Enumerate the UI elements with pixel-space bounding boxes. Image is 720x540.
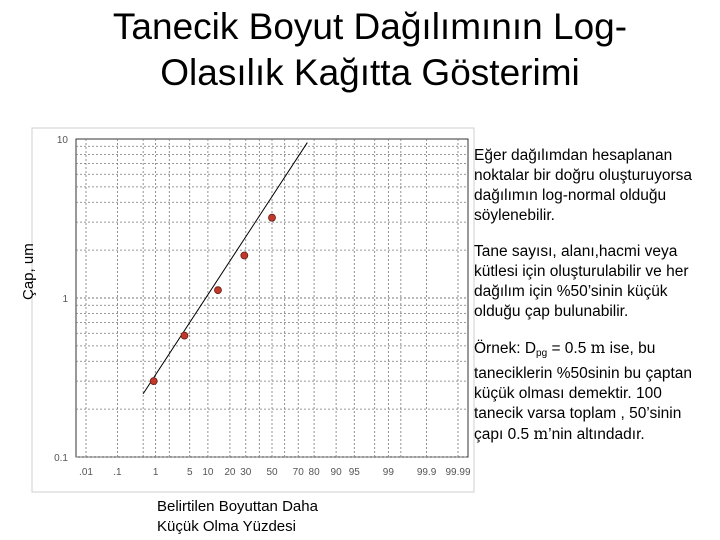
x-tick-label: 70 bbox=[292, 467, 304, 478]
y-axis-label: Çap, um bbox=[20, 243, 37, 300]
y-tick-label: 10 bbox=[56, 135, 68, 146]
x-tick-label: 50 bbox=[266, 467, 278, 478]
title-line-1: Tanecik Boyut Dağılımının Log- bbox=[112, 6, 628, 47]
x-tick-label: 80 bbox=[308, 467, 320, 478]
x-tick-label: 5 bbox=[186, 467, 193, 478]
x-tick-label: 99.99 bbox=[445, 467, 471, 478]
x-tick-label: 1 bbox=[152, 467, 159, 478]
mu-symbol-1: m bbox=[590, 339, 606, 357]
side-text bbox=[474, 146, 714, 461]
x-tick-label: 99 bbox=[382, 467, 394, 478]
x-tick-label: .01 bbox=[79, 467, 93, 478]
x-tick-label: 30 bbox=[240, 467, 252, 478]
y-tick-label: 1 bbox=[62, 294, 68, 305]
example-subscript: pg bbox=[536, 348, 548, 359]
x-axis-label bbox=[157, 497, 357, 537]
y-tick-label: 0.1 bbox=[54, 453, 68, 464]
paragraph-example bbox=[474, 338, 714, 445]
x-tick-label: 10 bbox=[202, 467, 214, 478]
title-line-2: Olasılık Kağıtta Gösterimi bbox=[160, 52, 580, 93]
data-point bbox=[214, 287, 221, 294]
x-tick-label: .1 bbox=[113, 467, 122, 478]
x-tick-label: 20 bbox=[224, 467, 236, 478]
example-rest-1: ise, bu taneciklerin %50sinin bu çaptan küçük olması demektir. 100 tanecik varsa toplam , 50’sinin çapı 0.5 bbox=[474, 340, 692, 443]
mu-symbol-2: m bbox=[533, 425, 549, 443]
paragraph-lognormal: Eğer dağılımdan hesaplanan noktalar bir doğru oluşturuyorsa dağılımın log-normal olduğu söylenebilir. bbox=[474, 147, 692, 224]
x-axis-label-line-1: Belirtilen Boyuttan Daha bbox=[157, 498, 318, 515]
data-point bbox=[150, 378, 157, 385]
x-tick-label: 99.9 bbox=[416, 467, 437, 478]
data-point bbox=[241, 252, 248, 259]
x-tick-label: 95 bbox=[348, 467, 360, 478]
paragraph-median: Tane sayısı, alanı,hacmi veya kütlesi için oluşturulabilir ve her dağılım için %50’sinin küçük olduğu çap bulunabilir. bbox=[474, 243, 689, 320]
x-axis-label-line-2: Küçük Olma Yüzdesi bbox=[157, 518, 296, 535]
example-pre: Örnek: D bbox=[474, 340, 537, 357]
example-rest-2: ’nin altındadır. bbox=[548, 426, 645, 443]
data-point bbox=[181, 332, 188, 339]
example-mid: = 0.5 bbox=[547, 340, 591, 357]
x-tick-label: 90 bbox=[330, 467, 342, 478]
data-point bbox=[269, 214, 276, 221]
